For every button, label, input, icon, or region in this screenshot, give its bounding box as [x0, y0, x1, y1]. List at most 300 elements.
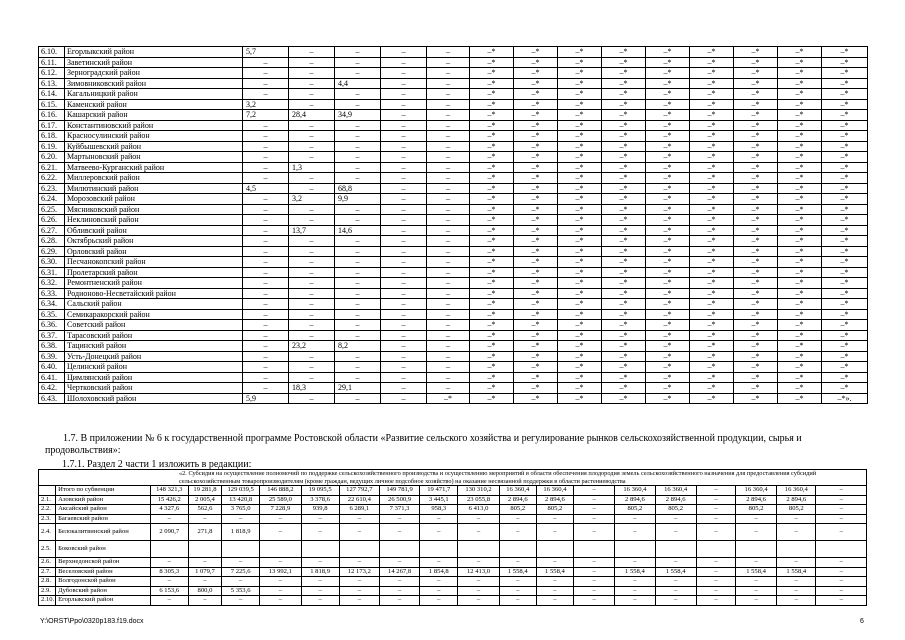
value-cell: –* — [558, 351, 602, 362]
paragraph-1-7: 1.7. В приложении № 6 к государственной программе Ростовской области «Развитие сельского хозяйства и регулирование рынков сельскохозяйственной продукции, сырья и продовольствия»: — [45, 433, 802, 456]
row-number-cell: 6.28. — [39, 236, 65, 247]
value-cell: – — [816, 514, 867, 524]
value-cell: – — [427, 162, 470, 173]
value-cell: –* — [646, 225, 690, 236]
value-cell: –* — [822, 120, 868, 131]
value-cell: – — [427, 383, 470, 394]
value-cell: –* — [470, 288, 514, 299]
value-cell: –* — [690, 152, 734, 163]
value-cell — [696, 541, 735, 558]
value-cell: – — [816, 486, 867, 496]
district-row — [39, 309, 868, 320]
value-cell: – — [335, 372, 381, 383]
value-cell: – — [379, 596, 419, 606]
value-cell: –* — [470, 68, 514, 79]
value-cell: – — [243, 278, 289, 289]
district-row — [39, 383, 868, 394]
value-cell: –* — [470, 57, 514, 68]
value-cell: –* — [646, 57, 690, 68]
value-cell: – — [335, 131, 381, 142]
value-cell: – — [458, 514, 499, 524]
value-cell: –* — [734, 246, 778, 257]
value-cell: –* — [690, 341, 734, 352]
value-cell: –* — [690, 309, 734, 320]
value-cell: –* — [470, 351, 514, 362]
value-cell: –* — [558, 215, 602, 226]
value-cell: –* — [778, 78, 822, 89]
value-cell: –* — [558, 330, 602, 341]
district-name-cell: Боковский район — [56, 541, 151, 558]
row-number-cell: 6.36. — [39, 320, 65, 331]
district-row — [39, 372, 868, 383]
value-cell: –* — [734, 393, 778, 404]
value-cell: – — [243, 246, 289, 257]
district-row — [39, 320, 868, 331]
value-cell: –* — [778, 204, 822, 215]
value-cell — [339, 541, 379, 558]
value-cell: – — [615, 558, 655, 568]
district-name-cell: Аксайский район — [56, 505, 151, 515]
value-cell: – — [150, 577, 188, 587]
value-cell: –* — [558, 372, 602, 383]
row-number-cell: 6.29. — [39, 246, 65, 257]
value-cell: –* — [470, 99, 514, 110]
value-cell: – — [777, 558, 816, 568]
value-cell: –* — [558, 47, 602, 58]
district-name-cell: Кагальницкий район — [65, 89, 243, 100]
value-cell: –* — [822, 225, 868, 236]
value-cell: – — [335, 362, 381, 373]
value-cell: 7 228,9 — [260, 505, 301, 515]
district-row — [39, 341, 868, 352]
value-cell: – — [574, 514, 615, 524]
value-cell: – — [335, 257, 381, 268]
value-cell: – — [615, 586, 655, 596]
district-name-cell: Целинский район — [65, 362, 243, 373]
value-cell: 13 420,8 — [222, 495, 260, 505]
value-cell: – — [536, 558, 573, 568]
value-cell: –* — [514, 288, 558, 299]
value-cell: – — [289, 183, 335, 194]
value-cell: –* — [690, 183, 734, 194]
value-cell: –* — [602, 383, 646, 394]
value-cell — [301, 541, 339, 558]
value-cell: 1 558,4 — [615, 567, 655, 577]
value-cell: – — [655, 596, 696, 606]
value-cell: 5 353,6 — [222, 586, 260, 596]
value-cell: 16 360,4 — [499, 486, 536, 496]
value-cell: – — [735, 558, 776, 568]
value-cell: 4,4 — [335, 78, 381, 89]
value-cell: –* — [470, 162, 514, 173]
value-cell: –* — [558, 257, 602, 268]
value-cell: –* — [734, 278, 778, 289]
value-cell: 939,8 — [301, 505, 339, 515]
value-cell: –* — [602, 152, 646, 163]
subsidy-header-row — [39, 470, 867, 486]
value-cell: – — [243, 320, 289, 331]
value-cell: –* — [734, 68, 778, 79]
value-cell: –* — [602, 341, 646, 352]
row-number-cell: 6.26. — [39, 215, 65, 226]
value-cell: –* — [646, 204, 690, 215]
value-cell: –* — [558, 225, 602, 236]
value-cell: –* — [690, 194, 734, 205]
value-cell: –* — [778, 393, 822, 404]
value-cell: –* — [602, 267, 646, 278]
value-cell: – — [574, 505, 615, 515]
value-cell: – — [381, 120, 427, 131]
district-row — [39, 141, 868, 152]
value-cell: – — [381, 257, 427, 268]
value-cell: – — [536, 586, 573, 596]
value-cell: – — [381, 99, 427, 110]
value-cell: – — [536, 524, 573, 541]
district-row — [39, 152, 868, 163]
value-cell: –* — [602, 78, 646, 89]
value-cell: 805,2 — [499, 505, 536, 515]
value-cell: – — [381, 141, 427, 152]
value-cell: – — [289, 204, 335, 215]
value-cell: –* — [514, 183, 558, 194]
district-row — [39, 330, 868, 341]
value-cell: –* — [734, 99, 778, 110]
district-row — [39, 236, 868, 247]
value-cell: – — [427, 309, 470, 320]
value-cell: –* — [558, 89, 602, 100]
value-cell: –* — [778, 278, 822, 289]
value-cell: – — [150, 596, 188, 606]
value-cell: – — [427, 57, 470, 68]
district-name-cell: Родионово-Несветайский район — [65, 288, 243, 299]
value-cell: – — [735, 596, 776, 606]
value-cell: 1 558,4 — [735, 567, 776, 577]
value-cell: 3 445,1 — [420, 495, 458, 505]
value-cell: – — [301, 524, 339, 541]
value-cell: – — [335, 215, 381, 226]
value-cell: –* — [646, 393, 690, 404]
value-cell: – — [696, 505, 735, 515]
value-cell: –* — [602, 89, 646, 100]
value-cell: –* — [690, 320, 734, 331]
value-cell: – — [536, 577, 573, 587]
value-cell: – — [574, 558, 615, 568]
value-cell: –* — [514, 309, 558, 320]
value-cell — [420, 541, 458, 558]
value-cell: – — [289, 173, 335, 184]
value-cell: 1 558,4 — [777, 567, 816, 577]
value-cell: –* — [514, 362, 558, 373]
district-name-cell: Миллеровский район — [65, 173, 243, 184]
value-cell: 6 413,0 — [458, 505, 499, 515]
value-cell: –* — [734, 362, 778, 373]
value-cell: – — [381, 372, 427, 383]
value-cell: 2 894,6 — [655, 495, 696, 505]
value-cell: – — [381, 246, 427, 257]
value-cell: – — [427, 288, 470, 299]
value-cell: –* — [558, 57, 602, 68]
value-cell: –* — [558, 173, 602, 184]
value-cell: –* — [514, 141, 558, 152]
value-cell: –* — [514, 330, 558, 341]
value-cell: –* — [646, 120, 690, 131]
value-cell: 562,6 — [188, 505, 221, 515]
district-name-cell: Морозовский район — [65, 194, 243, 205]
row-number-cell: 6.14. — [39, 89, 65, 100]
value-cell: – — [458, 577, 499, 587]
value-cell: – — [243, 362, 289, 373]
value-cell: 2 090,7 — [150, 524, 188, 541]
value-cell: –* — [514, 372, 558, 383]
row-number-cell: 6.20. — [39, 152, 65, 163]
value-cell: –* — [822, 383, 868, 394]
row-number-cell: 6.41. — [39, 372, 65, 383]
value-cell: – — [458, 524, 499, 541]
value-cell: –* — [778, 362, 822, 373]
value-cell: – — [379, 586, 419, 596]
value-cell: –* — [514, 225, 558, 236]
value-cell: – — [335, 267, 381, 278]
value-cell: 1 854,8 — [420, 567, 458, 577]
value-cell: –* — [514, 299, 558, 310]
value-cell: –* — [646, 320, 690, 331]
value-cell: – — [816, 495, 867, 505]
value-cell: – — [381, 383, 427, 394]
subsidy-header-text: «2. Субсидия на осуществление полномочий по поддержке сельскохозяйственного производства и осуществлению мероприятий в области обеспечения плодородия земель сельскохозяйственного назначения для предоставления субсидий сельскохозяйственным товаропроизводителям (кроме граждан, ведущих личное подсобное хозяйство) на оказание несвязанной поддержки в области растениеводства — [39, 470, 867, 486]
value-cell: – — [777, 524, 816, 541]
value-cell: –* — [558, 320, 602, 331]
value-cell: 958,3 — [420, 505, 458, 515]
district-name-cell: Заветинский район — [65, 57, 243, 68]
row-number-cell: 6.16. — [39, 110, 65, 121]
value-cell: – — [655, 577, 696, 587]
value-cell: –* — [690, 204, 734, 215]
value-cell: –* — [778, 330, 822, 341]
row-number-cell: 6.21. — [39, 162, 65, 173]
value-cell: – — [696, 486, 735, 496]
value-cell: 16 360,4 — [735, 486, 776, 496]
value-cell: –* — [514, 236, 558, 247]
value-cell: – — [243, 351, 289, 362]
value-cell: 805,2 — [735, 505, 776, 515]
value-cell: – — [335, 141, 381, 152]
value-cell: –* — [734, 120, 778, 131]
value-cell: – — [335, 47, 381, 58]
value-cell: – — [381, 320, 427, 331]
value-cell: – — [735, 514, 776, 524]
row-number-cell: 6.24. — [39, 194, 65, 205]
value-cell: –* — [514, 120, 558, 131]
row-number-cell: 2.2. — [39, 505, 56, 515]
value-cell: –* — [822, 89, 868, 100]
value-cell: – — [427, 204, 470, 215]
value-cell: 4 327,6 — [150, 505, 188, 515]
value-cell: –* — [646, 299, 690, 310]
value-cell — [222, 541, 260, 558]
value-cell: 130 310,2 — [458, 486, 499, 496]
subsidy-district-row — [39, 524, 867, 541]
district-name-cell: Милютинский район — [65, 183, 243, 194]
value-cell: –* — [514, 57, 558, 68]
value-cell: –* — [558, 204, 602, 215]
subsidy-district-row — [39, 596, 867, 606]
value-cell — [615, 541, 655, 558]
subsidy-total-row — [39, 486, 867, 496]
value-cell: – — [289, 120, 335, 131]
value-cell: –* — [602, 47, 646, 58]
value-cell: 2 894,6 — [536, 495, 573, 505]
value-cell: 149 781,9 — [379, 486, 419, 496]
value-cell: – — [655, 524, 696, 541]
district-row — [39, 173, 868, 184]
value-cell: – — [427, 110, 470, 121]
value-cell: – — [289, 236, 335, 247]
value-cell: 19 281,8 — [188, 486, 221, 496]
value-cell: – — [381, 89, 427, 100]
value-cell: 23 055,8 — [458, 495, 499, 505]
subsidy-district-row — [39, 505, 867, 515]
value-cell: 25 589,0 — [260, 495, 301, 505]
value-cell: – — [289, 351, 335, 362]
value-cell: – — [289, 278, 335, 289]
value-cell: – — [243, 372, 289, 383]
value-cell: 6 289,1 — [339, 505, 379, 515]
value-cell: – — [427, 152, 470, 163]
value-cell: – — [816, 577, 867, 587]
value-cell: 7,2 — [243, 110, 289, 121]
value-cell: –* — [558, 152, 602, 163]
value-cell: – — [243, 57, 289, 68]
value-cell: 7 371,3 — [379, 505, 419, 515]
value-cell: – — [427, 236, 470, 247]
value-cell: – — [339, 524, 379, 541]
value-cell: 805,2 — [615, 505, 655, 515]
row-number-cell: 6.22. — [39, 173, 65, 184]
district-name-cell: Зерноградский район — [65, 68, 243, 79]
row-number-cell: 2.8. — [39, 577, 56, 587]
row-number-cell — [39, 486, 56, 496]
value-cell: – — [243, 288, 289, 299]
value-cell: –* — [822, 152, 868, 163]
value-cell: – — [243, 257, 289, 268]
value-cell: – — [427, 372, 470, 383]
value-cell: 805,2 — [777, 505, 816, 515]
value-cell: –* — [514, 351, 558, 362]
value-cell: –* — [470, 393, 514, 404]
district-name-cell: Волгодонской район — [56, 577, 151, 587]
value-cell: –* — [646, 152, 690, 163]
value-cell: – — [301, 596, 339, 606]
value-cell: –*». — [822, 393, 868, 404]
value-cell: –* — [778, 341, 822, 352]
value-cell: –* — [470, 246, 514, 257]
value-cell: –* — [690, 99, 734, 110]
value-cell: –* — [602, 120, 646, 131]
value-cell: – — [243, 173, 289, 184]
value-cell: –* — [822, 57, 868, 68]
value-cell: – — [381, 110, 427, 121]
value-cell: – — [243, 204, 289, 215]
value-cell: –* — [690, 215, 734, 226]
value-cell: –* — [646, 173, 690, 184]
value-cell: – — [243, 78, 289, 89]
value-cell: – — [574, 486, 615, 496]
value-cell: – — [655, 514, 696, 524]
value-cell: – — [427, 89, 470, 100]
district-row — [39, 110, 868, 121]
value-cell: –* — [734, 341, 778, 352]
district-row — [39, 120, 868, 131]
value-cell: – — [381, 330, 427, 341]
value-cell: –* — [646, 278, 690, 289]
row-number-cell: 2.1. — [39, 495, 56, 505]
value-cell: – — [655, 558, 696, 568]
value-cell: –* — [734, 131, 778, 142]
value-cell: – — [381, 215, 427, 226]
value-cell: –* — [690, 68, 734, 79]
value-cell: – — [427, 320, 470, 331]
row-number-cell: 6.32. — [39, 278, 65, 289]
value-cell: –* — [822, 267, 868, 278]
value-cell: 9,9 — [335, 194, 381, 205]
value-cell: –* — [646, 215, 690, 226]
value-cell: – — [222, 558, 260, 568]
value-cell: – — [458, 558, 499, 568]
value-cell: –* — [690, 362, 734, 373]
value-cell: – — [289, 57, 335, 68]
value-cell — [655, 541, 696, 558]
value-cell: –* — [690, 372, 734, 383]
district-name-cell: Цимлянский район — [65, 372, 243, 383]
value-cell: – — [260, 524, 301, 541]
value-cell: –* — [734, 141, 778, 152]
row-number-cell: 6.10. — [39, 47, 65, 58]
district-row — [39, 194, 868, 205]
row-number-cell: 6.12. — [39, 68, 65, 79]
value-cell: –* — [734, 183, 778, 194]
value-cell: – — [427, 267, 470, 278]
value-cell: –* — [822, 131, 868, 142]
value-cell: – — [735, 524, 776, 541]
value-cell: – — [289, 246, 335, 257]
value-cell: –* — [778, 99, 822, 110]
value-cell: –* — [778, 267, 822, 278]
value-cell: 29,1 — [335, 383, 381, 394]
row-number-cell: 2.9. — [39, 586, 56, 596]
value-cell: –* — [470, 215, 514, 226]
value-cell: 148 321,3 — [150, 486, 188, 496]
value-cell: – — [188, 514, 221, 524]
value-cell: –* — [646, 183, 690, 194]
value-cell: –* — [470, 257, 514, 268]
district-name-cell: Тарасовский район — [65, 330, 243, 341]
value-cell: – — [335, 320, 381, 331]
row-number-cell: 2.4. — [39, 524, 56, 541]
value-cell: –* — [734, 383, 778, 394]
value-cell: –* — [822, 183, 868, 194]
value-cell: – — [655, 586, 696, 596]
value-cell: – — [536, 514, 573, 524]
value-cell: –* — [778, 299, 822, 310]
value-cell: 1 558,4 — [536, 567, 573, 577]
value-cell: –* — [470, 278, 514, 289]
value-cell: –* — [602, 288, 646, 299]
value-cell: – — [574, 524, 615, 541]
value-cell: – — [289, 267, 335, 278]
value-cell: –* — [778, 215, 822, 226]
value-cell: 13,7 — [289, 225, 335, 236]
value-cell: – — [289, 320, 335, 331]
